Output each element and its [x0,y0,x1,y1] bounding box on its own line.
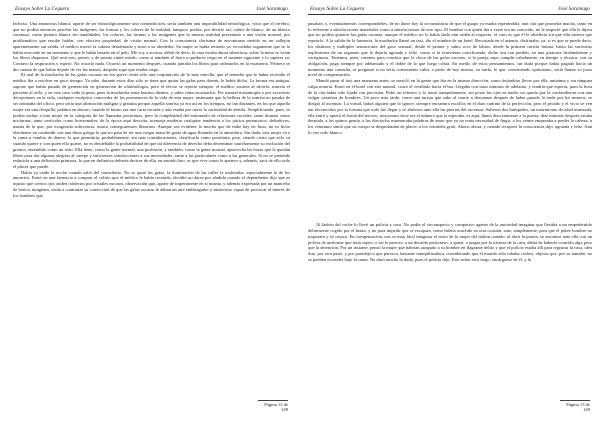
book-title: Ensayo Sobre La Ceguera [310,6,365,12]
page-number: Página 13 de 149 [560,400,590,412]
paragraph: Mandó parar el taxi una manzana antes, se mezcló en la gente que iba en la misma dirección, como dejándose llevar por ella, anónima y sin ninguna culpa notoria. Entró en el hotel con aire natural, cruzó el vestíbulo hacia el bar. Llegaba con unos minutos de adelanto, y tendría que esperar, pues la hora de la cita había sido fijada con precisión. Pidió un refresco y lo tomó tranquilamente, sin posar los ojos en nadie, no quería que la confundieran con una vulgar cazadora de hombres. Un poco más tarde, como una turista que sube al cuarto a descansar después de haber pasado la tarde por los museos, se dirigió al ascensor. La virtud, habrá alguien que lo ignore, siempre encuentra escollos en el duro camino de la perfección, pero el pecado y el vicio se ven tan favorecidos por la fortuna que todo fue llegar y se abrieron ante ella las puertas del ascensor. Salieron dos huéspedes, un matrimonio de edad avanzada, ella entró y apretó el botón del tercero, trescientos doce era el número que la esperaba, es aquí, llamó discretamente a la puerta, diez minutos después estaba desnuda, a los quince gemía, a los dieciocho murmuraba palabras de amor que ya no tenía necesidad de fingir, a los veinte empezaba a perder la cabeza, a los veintiuno sintió que su cuerpo se despedazaba de placer, a los veintidós gritó, Ahora, ahora, y cuando recuperó la consciencia dijo, agotada y feliz, Aún lo veo todo blanco. [308,78,592,135]
paragraph: El mal de la muchacha de las gafas oscuras no era grave, tenía sólo una conjuntivitis de lo más sencilla, que el remedio que le había recetado el médico iba a resolver en poco tiempo. Ya sabe, durante estos días sólo se tiene que quitar las gafas para dormir, le había dicho. La broma era antigua, supone que había pasado de generación en generación de oftalmólogos, pero el efecto se repetía siempre, el médico sonreía al decirla, sonreía el paciente al oírla, y en este caso valía la pena, pues la muchacha tenía bonitos dientes, y sabía cómo mostrarlos. Por natural misantropía o por excesivas decepciones en la vida, cualquier escéptico conocedor de los pormenores de la vida de esta mujer, insinuaría que la belleza de la sonrisa no pasaba de ser artimaña del oficio, pero sería una afirmación maligna y gratuita porque aquella sonrisa ya era así en los tiempos, no tan distantes, en los que aquella mujer era una chiquilla, palabra en desuso, cuando el futuro era una carta cerrada y aún estaba por nacer la curiosidad de abrirla. Simplificando, pues, se podría incluir a esta mujer en la categoría de las llamadas prostitutas, pero la complejidad del entramado de relaciones sociales, tanto diurnas como nocturnas, tanto verticales como horizontales, de la época aquí descrita, aconseja moderar cualquier tendencia a los juicios perentorios, definitivos, manía de la que, por exagerada suficiencia, nunca conseguiremos librarnos. Aunque sea evidente lo mucho que de nube hay en Juno, no es lícito obstinarse en confundir con una diosa griega lo que no pasa de ser una vulgar masa de gotas de agua flotando en la atmósfera. Sin duda, esta mujer va a la cama a cambio de dinero, lo que permitiría, probablemente, sin más consideraciones, clasificarla como prostituta, pero, siendo cierto que sólo va cuando quiere y con quien ella quiere, no es desdeñable la probabilidad de que tal diferencia de derecho deba determinar cautelarmente su exclusión del gremio, entendido como un todo. Ella tiene, como la gente normal, una profesión, y también, como la gente normal, aprovecha las horas que le quedan libres para dar algunas alegrías al cuerpo y suficientes satisfacciones a sus necesidades, tanto a las particulares como a las generales. Si no se pretende reducirla a una definición primaria, lo que en definitiva debería decirse de ella, en sentido lato, es que vive como le apetece y, además, saca de ello todo el placer que puede. [13,72,290,169]
paragraph: Al ladrón del coche lo llevó un policía a casa. No podía el circunspecto y compasivo agente de la autoridad imaginar que llevaba a un empedernido delincuente cogido por el brazo, y no para impedir que se escapara, como habría ocurrido en otra ocasión, sino, simplemente, para que el pobre hombre no tropezara y se cayera. En compensación, nos es muy fácil imaginar el susto de la mujer del ladrón cuando, al abrir la puerta, se encontró ante ella con un policía de uniforme que traía sujeto, o así le pareció, a un decaído prisionero, a quien, a juzgar por la tristeza de la cara, debía de haberle ocurrido algo peor que la detención. Por un instante, pensó la mujer que habrían atrapado a su hombre en flagrante delito y que el policía estaba allí para registrar la casa, idea ésta, por otra parte, y por paradójico que parezca, bastante tranquilizadora, considerando que el marido sólo robaba coches, objetos que, por su tamaño, no se pueden esconder bajo la cama. No duró mucho la duda, pues el policía dijo, Este señor está ciego, encárguese de él, y la [308,222,592,262]
section-break [308,135,592,222]
author-name: José Saramago [256,6,288,12]
running-head [308,6,592,15]
body-text [13,21,290,198]
book-title: Ensayo Sobre La Ceguera [15,6,70,12]
page-number: Página 12 de 149 [258,400,288,412]
author-name: José Saramago [558,6,590,12]
paragraph: lechoso. Una amaurosis blanca, aparte de ser etimológicamente una contradicción, sería también una imposibilidad neurológica, visto que el cerebro, que no podría entonces percibir las imágenes, las formas y los colores de la realidad, tampoco podría, por decirlo así, cubrir de blanco, de un blanco continuo, como pintura blanca sin tonalidades, los colores, las formas y las imágenes que la misma realidad presentase a una visión normal, por problemático que resulte hablar, con efectiva propiedad, de visión normal. Con la consciencia clarísima de encontrarse metido en un callejón aparentemente sin salida, el médico movió la cabeza desalentado y miró a su alrededor. Su mujer se había retirado ya, recordaba vagamente que se lo había acercado en un momento y que le había besado en el pelo, Me voy a acostar, debió de decir, la casa estaba ahora silenciosa, sobre la mesa se veían los libros dispersos. Qué será esto, pensó, y de pronto sintió miedo, como si también él fuera a quedarse ciego en el instante siguiente y lo supiera ya. Contuvo la respiración y esperó. No ocurrió nada. Ocurrió un momento después, cuando juntaba los libros para ordenarlos en la estantería. Primero se dio cuenta de que había dejado de ver las manos, después supo que estaba ciego. [13,21,291,72]
paragraph: Había ya caído la noche cuando salió del consultorio. No se quitó las gafas, la iluminación de las calles la molestaba, especialmente la de los anuncios. Entró en una farmacia a comprar el colirio que el médico le había recetado, decidió no darse por aludida cuando el dependiente dijo que es injusto que ciertos ojos anden cubiertos por cristales oscuros, observación que, aparte de impertinente en sí misma, y además expresada por un mancebo de botica, imaginen, venía a contrariar su convicción de que las gafas oscuras le daban un aire embriagador y misterioso capaz de provocar el interés de los hombres que [13,169,290,198]
body-text [308,21,592,262]
right-page [300,0,600,424]
running-head [13,6,290,15]
paragraph: pasaban, y, eventualmente, corresponderles, de no darse hoy la circunstancia de que el guapo ya estaba esperándola, una cita que prometía mucho, tanto en lo referente a satisfacciones materiales como a satisfacciones de otro tipo. El hombre con quien iba a verse era un conocido, no le importó que ella le dijera que no podría quitarse las gafas oscuras, aunque el médico no lo había dado aún orden al respecto, el caso es que él le obedecía sin que ella tuviera que repetirlo. A la salida de la farmacia, la muchacha llamó un taxi, dio el nombre de un hotel. Recostada en el asiento, disfrutaba, ya, si es que se puede decir, los distintos y múltiples sensaciones del goce sensual, desde el primer y sabio roce de labios, desde la primera caricia íntima, hasta las sucesivas explosiones de un orgasmo que la dejaría agotada y feliz, como si la estuvieran crucificando, dicho sea con perdón, en una giratoria deslumbrante y vertiginosa. Tenemos, pues, razones para concluir que la chica de las gafas oscuras, si la pareja supo cumplir cabalmente, en tiempo y técnica, con su obligación, paga siempre por adelantado y el doble de lo que luego cobra. En medio de estos pensamientos, sin duda porque había pagado hacía un momento una consulta, se preguntó si no sería conveniente subir, a partir de hoy mismo, su tarifa, lo que, conviniendo optimismo, sería llamar su justo nivel de compensación. [308,21,592,78]
